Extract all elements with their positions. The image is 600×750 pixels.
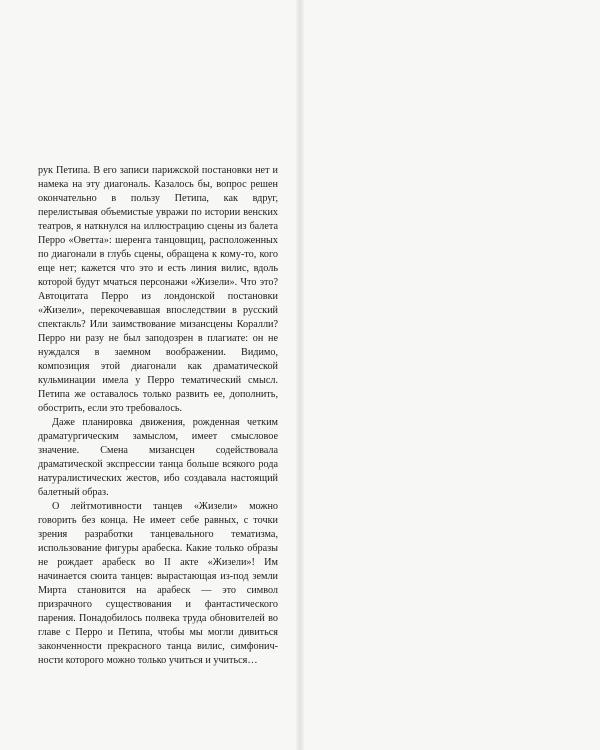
left-page-text [38,164,278,668]
left-paragraph: рук Петипа. В его записи парижской постановки нет и намека на эту диагональ. Казалось бы, вопрос решен окончательно в пользу Петипа, как вдруг, перелистывая объемистые увражи по истории венских театров, я наткнулся на иллюстрацию сцены из балета Перро «Оветта»: шеренга танцовщиц, расположенных по диагонали в глубь сцены, обращена к кому-то, кого еще нет; кажется что это и есть линия вилис, вдоль которой будут мчаться персонажи «Жизели». Что это? Автоцитата Перро из лондонской постановки «Жизели», перекочевавшая впоследствии в русский спектакль? Или заимствование мизансцены Коралли? Перро ни разу не был заподозрен в плагиате: он не нуждался в заемном воображении. Видимо, композиция этой диагонали как драматической кульминации имела у Перро тематический смысл. Петипа же оставалось только развить ее, дополнить, обострить, если это требовалось. [38,165,278,414]
left-paragraph: Даже планировка движения, рожденная четким драматургическим замыслом, имеет смысловое значение. Смена мизансцен содействовала драматической экспрессии танца больше всякого рода натуралистических жестов, ибо создавала настоящий балетный образ. [38,417,278,498]
left-page [0,0,298,750]
left-paragraph: О лейтмотивности танцев «Жизели» можно говорить без конца. Не имеет себе равных, с точки зрения разработки танцевального тематизма, использование фигуры арабеска. Какие только образы не рождает арабеск во II акте «Жизели»! Им начинается сюита танцев: вырастающая из-под земли Мирта становится на арабеск — это символ призрачного существования и фантастического парения. Понадобилось полвека труда обновителей во главе с Перро и Петипа, чтобы мы могли дивиться законченности прекрасного танца вилис, симфонич-ности которого можно только учиться и учиться… [38,501,278,666]
right-page [300,0,600,750]
